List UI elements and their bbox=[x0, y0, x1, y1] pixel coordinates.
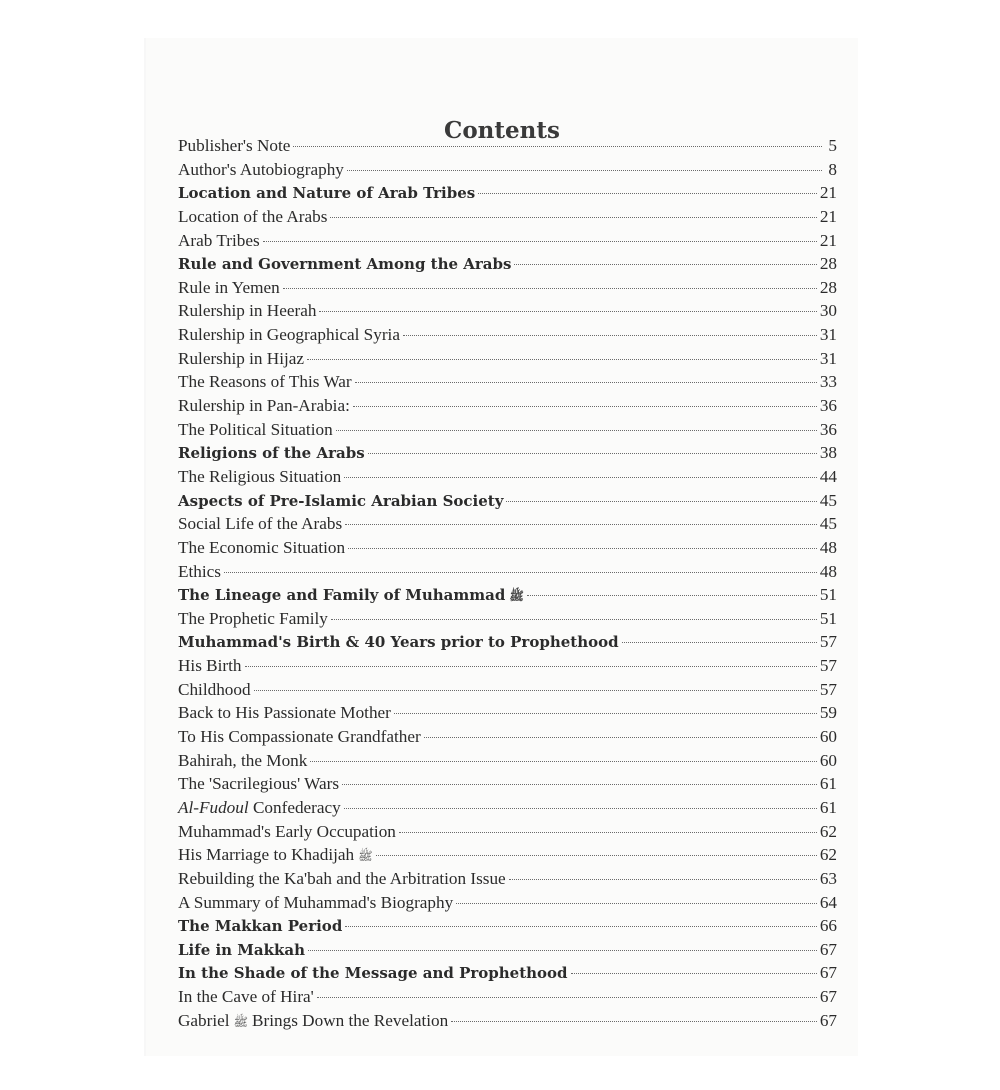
toc-entry-title bbox=[178, 584, 524, 609]
dot-leader bbox=[254, 690, 817, 691]
toc-entry bbox=[178, 820, 837, 844]
dot-leader bbox=[509, 879, 817, 880]
toc-entry-title bbox=[178, 631, 619, 655]
toc-entry bbox=[178, 891, 837, 915]
dot-leader bbox=[347, 170, 822, 171]
honorific-symbol-icon: ﷺ bbox=[233, 1014, 249, 1029]
toc-entry bbox=[178, 914, 837, 938]
dot-leader bbox=[451, 1021, 817, 1022]
toc-page-number: 60 bbox=[819, 727, 837, 747]
toc-page-number: 67 bbox=[819, 987, 837, 1007]
toc-entry-title bbox=[178, 323, 400, 347]
dot-leader bbox=[245, 666, 817, 667]
toc-entry-title-text: In the Cave of Hira' bbox=[178, 987, 314, 1007]
toc-entry bbox=[178, 441, 837, 465]
toc-entry-title bbox=[178, 299, 316, 323]
toc-page-number: 63 bbox=[819, 868, 837, 888]
toc-entry bbox=[178, 536, 837, 560]
toc-entry-title bbox=[178, 654, 242, 678]
toc-page-number: 45 bbox=[819, 514, 837, 534]
honorific-symbol-icon: ﷺ bbox=[509, 589, 524, 604]
toc-entry-title bbox=[178, 465, 341, 489]
toc-entry-title bbox=[178, 939, 305, 963]
toc-page-number: 33 bbox=[819, 372, 837, 392]
toc-entry-title-text: The Makkan Period bbox=[178, 917, 343, 936]
toc-page-number: 28 bbox=[819, 254, 837, 274]
table-of-contents bbox=[178, 134, 837, 1032]
toc-page-number: 51 bbox=[819, 608, 837, 628]
toc-page-number: 30 bbox=[819, 301, 837, 321]
toc-entry-title-text: Rulership in Hijaz bbox=[178, 348, 305, 368]
toc-entry-title bbox=[178, 229, 260, 253]
toc-entry-title bbox=[178, 701, 391, 725]
toc-entry-title bbox=[178, 867, 506, 891]
dot-leader bbox=[319, 311, 816, 312]
toc-entry-title bbox=[178, 512, 342, 536]
dot-leader bbox=[399, 832, 817, 833]
toc-page-number: 61 bbox=[819, 797, 837, 817]
toc-entry bbox=[178, 252, 837, 276]
toc-entry-title-text: Muhammad's Birth & 40 Years prior to Prophethood bbox=[178, 633, 619, 652]
toc-page-number: 62 bbox=[819, 821, 837, 841]
toc-page-number: 21 bbox=[819, 230, 837, 250]
toc-entry bbox=[178, 489, 837, 513]
dot-leader bbox=[368, 453, 817, 454]
toc-page-number: 64 bbox=[819, 892, 837, 912]
toc-entry bbox=[178, 607, 837, 631]
toc-page-number: 57 bbox=[819, 679, 837, 699]
toc-entry-title-text: Religions of the Arabs bbox=[178, 444, 365, 463]
toc-entry-title bbox=[178, 490, 503, 514]
dot-leader bbox=[376, 855, 817, 856]
toc-entry-title bbox=[178, 347, 304, 371]
toc-entry bbox=[178, 370, 837, 394]
toc-entry-title-text: Life in Makkah bbox=[178, 940, 306, 959]
toc-page-number: 36 bbox=[819, 396, 837, 416]
toc-entry-title bbox=[178, 158, 344, 182]
toc-entry-title bbox=[178, 560, 221, 584]
toc-page-number: 44 bbox=[819, 466, 837, 486]
toc-entry-title bbox=[178, 607, 328, 631]
toc-entry bbox=[178, 465, 837, 489]
toc-entry-title bbox=[178, 985, 314, 1009]
dot-leader bbox=[345, 524, 817, 525]
toc-entry bbox=[178, 418, 837, 442]
toc-entry bbox=[178, 867, 837, 891]
dot-leader bbox=[330, 217, 816, 218]
toc-entry bbox=[178, 229, 837, 253]
toc-entry-title bbox=[178, 370, 352, 394]
toc-entry-title bbox=[178, 725, 421, 749]
dot-leader bbox=[310, 761, 816, 762]
toc-page-number: 8 bbox=[828, 159, 837, 179]
toc-entry-title-prefix: Gabriel bbox=[178, 1010, 230, 1030]
toc-entry-title bbox=[178, 394, 350, 418]
toc-entry-title-text: The Prophetic Family bbox=[178, 608, 328, 628]
dot-leader bbox=[342, 784, 817, 785]
toc-page-number: 31 bbox=[819, 348, 837, 368]
toc-entry bbox=[178, 394, 837, 418]
toc-entry bbox=[178, 347, 837, 371]
toc-entry-title-text: Muhammad's Early Occupation bbox=[178, 821, 396, 841]
toc-page-number: 31 bbox=[819, 325, 837, 345]
toc-page-number: 38 bbox=[819, 443, 837, 463]
toc-entry bbox=[178, 654, 837, 678]
dot-leader bbox=[456, 903, 817, 904]
toc-entry-title bbox=[178, 253, 511, 277]
toc-entry-title bbox=[178, 276, 280, 300]
toc-entry-title-text: The 'Sacrilegious' Wars bbox=[178, 774, 340, 794]
dot-leader bbox=[394, 713, 817, 714]
toc-entry-title-text: His Marriage to Khadijah bbox=[178, 845, 355, 865]
toc-entry bbox=[178, 181, 837, 205]
dot-leader bbox=[344, 808, 817, 809]
toc-entry-title-text: Rulership in Pan-Arabia: bbox=[178, 396, 350, 416]
toc-entry-title-text: Aspects of Pre-Islamic Arabian Society bbox=[178, 491, 504, 510]
toc-page-number: 21 bbox=[819, 206, 837, 226]
toc-entry-title bbox=[178, 442, 365, 466]
toc-entry-title-text: To His Compassionate Grandfather bbox=[178, 727, 421, 747]
toc-page-number: 67 bbox=[819, 939, 837, 959]
toc-entry bbox=[178, 299, 837, 323]
toc-entry-title-text: Publisher's Note bbox=[178, 136, 291, 155]
toc-page-number: 67 bbox=[819, 1010, 837, 1030]
dot-leader bbox=[293, 146, 822, 147]
toc-entry-title-text: Brings Down the Revelation bbox=[252, 1010, 449, 1030]
toc-entry-title-text: Arab Tribes bbox=[178, 230, 260, 250]
toc-page-number: 57 bbox=[819, 632, 837, 652]
toc-entry bbox=[178, 725, 837, 749]
toc-entry-title-text: The Reasons of This War bbox=[178, 372, 352, 392]
toc-entry-title-text: Confederacy bbox=[252, 797, 341, 817]
toc-entry-title-text: His Birth bbox=[178, 656, 242, 676]
toc-entry-title bbox=[178, 820, 396, 844]
dot-leader bbox=[348, 548, 817, 549]
toc-page-number: 62 bbox=[819, 845, 837, 865]
toc-entry bbox=[178, 749, 837, 773]
toc-entry bbox=[178, 938, 837, 962]
toc-entry-title-text: The Lineage and Family of Muhammad bbox=[178, 586, 506, 605]
dot-leader bbox=[331, 619, 817, 620]
toc-entry bbox=[178, 701, 837, 725]
dot-leader bbox=[345, 926, 817, 927]
toc-entry bbox=[178, 796, 837, 820]
toc-page-number: 36 bbox=[819, 419, 837, 439]
toc-entry bbox=[178, 985, 837, 1009]
dot-leader bbox=[336, 430, 817, 431]
toc-entry-title-text: Author's Autobiography bbox=[178, 159, 344, 179]
dot-leader bbox=[308, 950, 817, 951]
toc-entry-title bbox=[178, 891, 453, 915]
toc-entry-title bbox=[178, 1009, 448, 1035]
dot-leader bbox=[355, 382, 817, 383]
toc-entry-title-text: In the Shade of the Message and Prophethood bbox=[178, 964, 568, 983]
page-title: Contents bbox=[444, 117, 560, 144]
dot-leader bbox=[403, 335, 817, 336]
toc-entry bbox=[178, 843, 837, 867]
dot-leader bbox=[478, 193, 817, 194]
toc-page-number: 67 bbox=[819, 963, 837, 983]
toc-entry-title-text: Rulership in Geographical Syria bbox=[178, 325, 400, 345]
dot-leader bbox=[283, 288, 817, 289]
toc-entry-title-text: The Religious Situation bbox=[178, 466, 342, 486]
toc-entry bbox=[178, 630, 837, 654]
toc-entry-title-text: The Political Situation bbox=[178, 419, 333, 439]
toc-entry-title bbox=[178, 536, 345, 560]
toc-entry-title-text: Location and Nature of Arab Tribes bbox=[178, 184, 476, 203]
toc-entry bbox=[178, 772, 837, 796]
toc-entry-title-text: A Summary of Muhammad's Biography bbox=[178, 892, 454, 912]
toc-entry-title-text: Rule in Yemen bbox=[178, 277, 280, 297]
toc-entry-title bbox=[178, 749, 307, 773]
toc-entry-title bbox=[178, 205, 327, 229]
toc-entry-title-text: Location of the Arabs bbox=[178, 206, 328, 226]
toc-page-number: 51 bbox=[819, 585, 837, 605]
toc-entry-title bbox=[178, 796, 341, 820]
toc-entry-title-text: Rule and Government Among the Arabs bbox=[178, 255, 512, 274]
toc-entry bbox=[178, 961, 837, 985]
toc-entry-title-text: Rulership in Heerah bbox=[178, 301, 317, 321]
dot-leader bbox=[307, 359, 817, 360]
dot-leader bbox=[344, 477, 817, 478]
dot-leader bbox=[571, 973, 817, 974]
toc-entry-title bbox=[178, 915, 342, 939]
toc-entry bbox=[178, 560, 837, 584]
toc-entry-title-text: Ethics bbox=[178, 561, 221, 581]
toc-entry bbox=[178, 583, 837, 607]
toc-entry-title bbox=[178, 772, 339, 796]
toc-entry bbox=[178, 512, 837, 536]
toc-entry-title-text: Childhood bbox=[178, 679, 251, 699]
honorific-symbol-icon: ﷺ bbox=[358, 849, 373, 864]
toc-entry-title bbox=[178, 134, 290, 158]
toc-page-number: 57 bbox=[819, 656, 837, 676]
dot-leader bbox=[353, 406, 817, 407]
toc-entry bbox=[178, 276, 837, 300]
toc-page-number: 45 bbox=[819, 490, 837, 510]
dot-leader bbox=[622, 642, 817, 643]
toc-entry-title bbox=[178, 843, 373, 869]
toc-entry bbox=[178, 158, 837, 182]
toc-page-number: 48 bbox=[819, 537, 837, 557]
toc-entry-title-text: Rebuilding the Ka'bah and the Arbitration Issue bbox=[178, 868, 506, 888]
dot-leader bbox=[263, 241, 817, 242]
dot-leader bbox=[527, 595, 817, 596]
toc-entry-title bbox=[178, 418, 333, 442]
toc-page-number: 21 bbox=[819, 183, 837, 203]
toc-entry-title bbox=[178, 678, 251, 702]
toc-entry bbox=[178, 1009, 837, 1033]
toc-page-number: 66 bbox=[819, 916, 837, 936]
dot-leader bbox=[317, 997, 817, 998]
toc-entry-title bbox=[178, 962, 568, 986]
toc-page-number: 60 bbox=[819, 750, 837, 770]
toc-entry bbox=[178, 323, 837, 347]
toc-page-number: 28 bbox=[819, 277, 837, 297]
toc-page-number: 5 bbox=[828, 136, 837, 155]
toc-entry-title bbox=[178, 182, 475, 206]
toc-entry bbox=[178, 134, 837, 158]
toc-entry bbox=[178, 678, 837, 702]
toc-page-number: 48 bbox=[819, 561, 837, 581]
toc-page-number: 59 bbox=[819, 703, 837, 723]
toc-entry-title-italic: Al-Fudoul bbox=[178, 797, 249, 817]
toc-entry-title-text: Social Life of the Arabs bbox=[178, 514, 343, 534]
toc-entry bbox=[178, 205, 837, 229]
toc-entry-title-text: Bahirah, the Monk bbox=[178, 750, 308, 770]
dot-leader bbox=[514, 264, 816, 265]
dot-leader bbox=[224, 572, 817, 573]
toc-page-number: 61 bbox=[819, 774, 837, 794]
toc-entry-title-text: Back to His Passionate Mother bbox=[178, 703, 391, 723]
dot-leader bbox=[506, 501, 816, 502]
dot-leader bbox=[424, 737, 817, 738]
toc-entry-title-text: The Economic Situation bbox=[178, 537, 346, 557]
